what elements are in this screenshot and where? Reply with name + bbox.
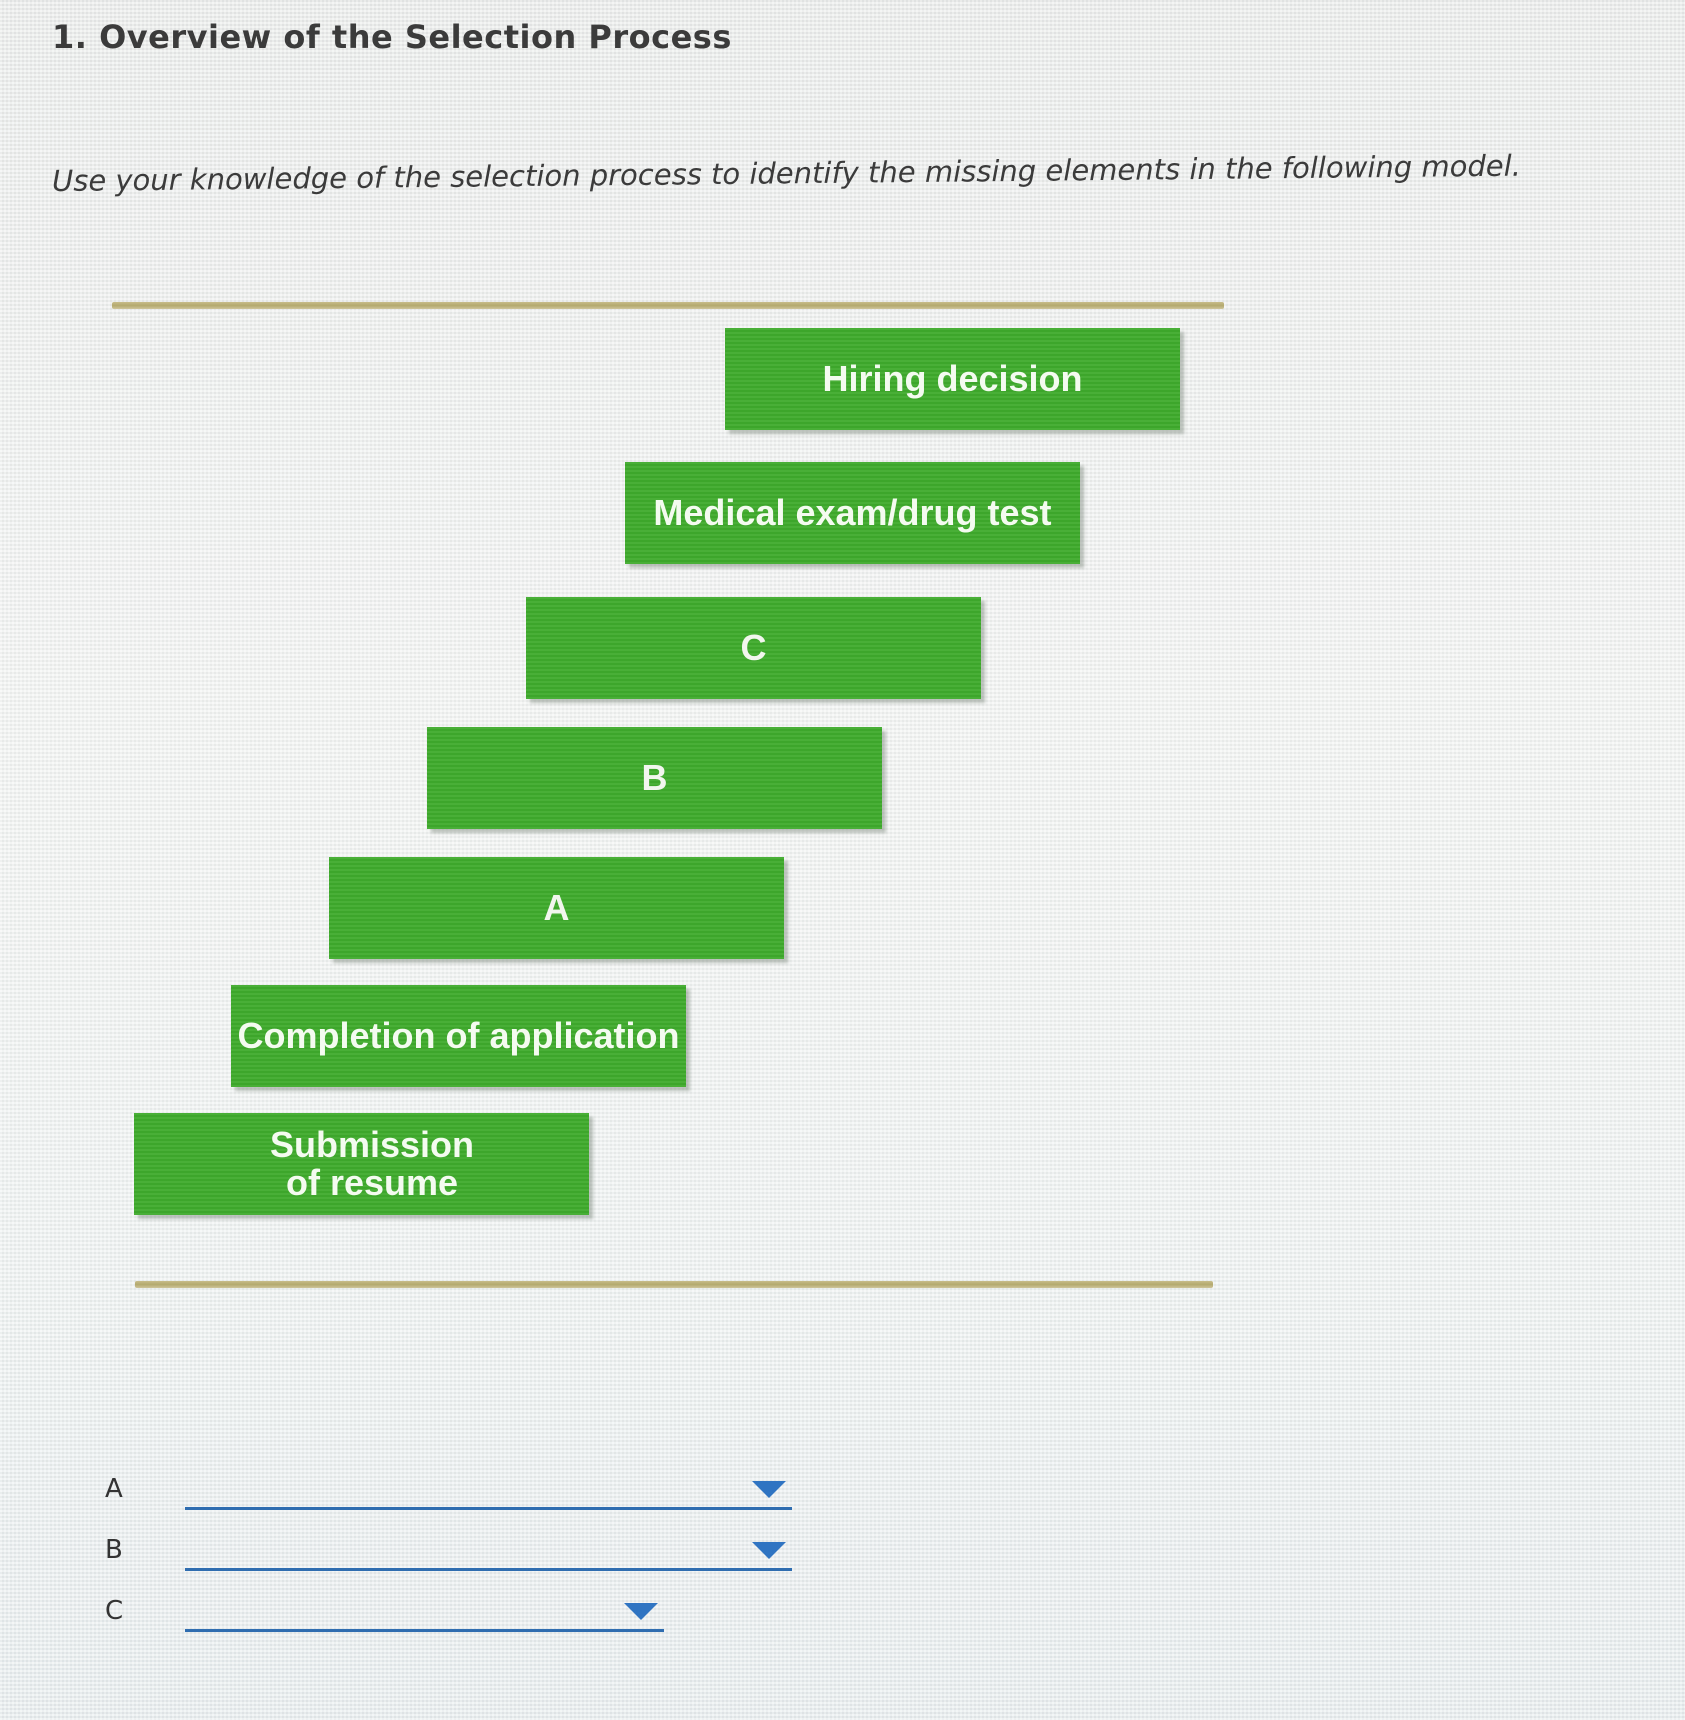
- model-bottom-rule: [135, 1281, 1213, 1288]
- chevron-down-icon[interactable]: [624, 1603, 658, 1620]
- answer-label-a: A: [105, 1474, 123, 1504]
- step-label: Medical exam/drug test: [653, 492, 1052, 534]
- step-b-placeholder: [427, 727, 882, 829]
- step-a-placeholder: [329, 857, 784, 959]
- step-label: C: [740, 627, 767, 669]
- answer-label-b: B: [105, 1535, 123, 1565]
- question-title: 1. Overview of the Selection Process: [52, 18, 732, 56]
- answer-a-dropdown[interactable]: [185, 1476, 792, 1510]
- step-label: Submission of resume: [270, 1124, 475, 1203]
- step-completion-of-application: [231, 985, 686, 1087]
- instruction-text: Use your knowledge of the selection process to identify the missing elements in the following model.: [51, 148, 1522, 198]
- step-medical-exam: [625, 462, 1080, 564]
- chevron-down-icon[interactable]: [752, 1481, 786, 1498]
- step-c-placeholder: [526, 597, 981, 699]
- answer-label-c: C: [105, 1596, 124, 1626]
- model-top-rule: [112, 302, 1224, 309]
- step-hiring-decision: [725, 328, 1180, 430]
- step-label: Completion of application: [237, 1015, 680, 1057]
- step-submission-of-resume: [134, 1113, 589, 1215]
- answer-c-dropdown[interactable]: [185, 1598, 664, 1632]
- chevron-down-icon[interactable]: [752, 1542, 786, 1559]
- step-label: A: [543, 887, 570, 929]
- step-label: Hiring decision: [822, 358, 1083, 400]
- step-label: B: [641, 757, 668, 799]
- answer-b-dropdown[interactable]: [185, 1537, 792, 1571]
